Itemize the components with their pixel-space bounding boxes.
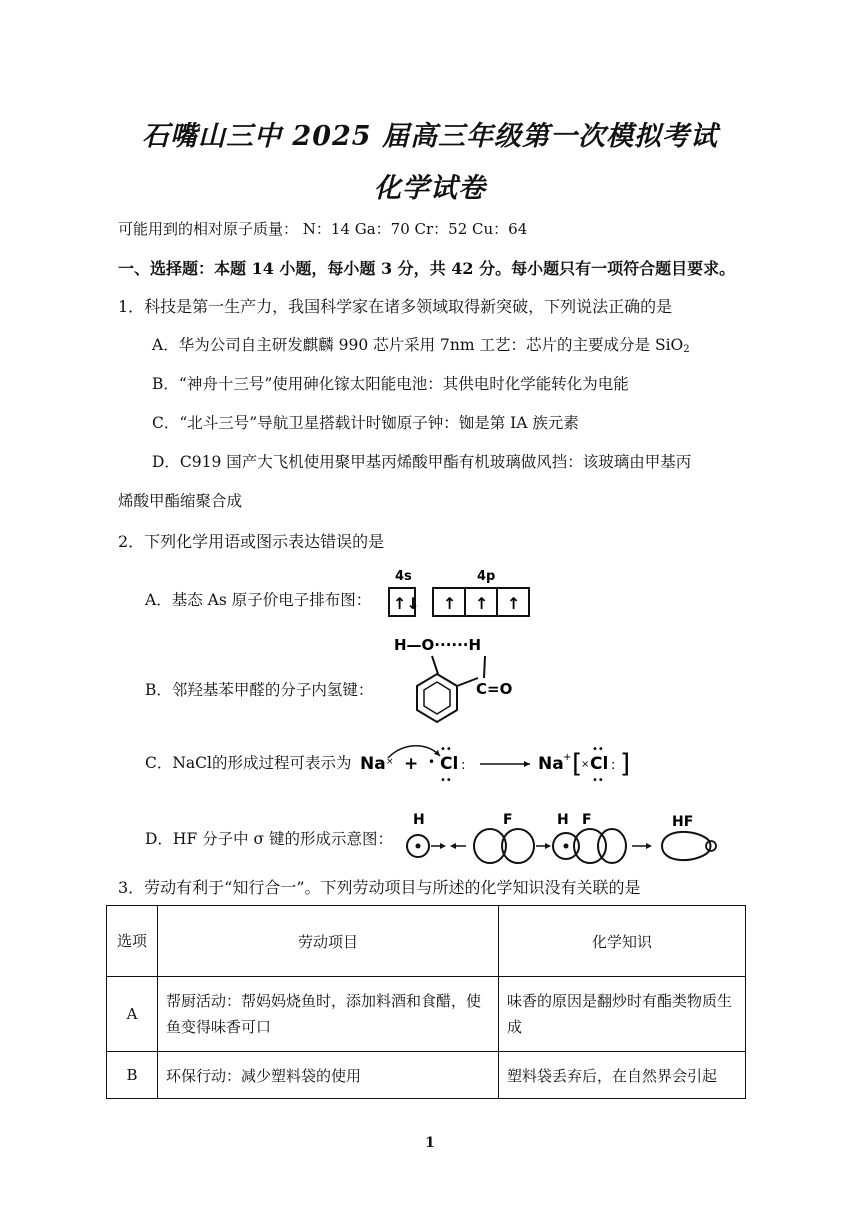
- page-number: 1: [425, 1135, 435, 1151]
- svg-text:Na: Na: [538, 754, 564, 774]
- q2-option-a: A．基态 As 原子价电子排布图：: [145, 591, 372, 609]
- f-label: F: [503, 812, 513, 828]
- svg-text:Cl: Cl: [440, 754, 459, 774]
- q3-table: [106, 905, 746, 1099]
- svg-text::: :: [611, 758, 616, 773]
- arrow-up-icon: ↑: [507, 594, 521, 613]
- h-label: H: [413, 812, 425, 828]
- arrow-up-icon: ↑: [475, 594, 489, 613]
- q2-option-d: D．HF 分子中 σ 键的形成示意图：: [145, 830, 394, 848]
- header-chem-knowledge: 化学知识: [499, 906, 746, 977]
- svg-text:••: ••: [440, 744, 452, 755]
- hf-label: HF: [672, 814, 694, 830]
- svg-text:+: +: [563, 752, 572, 763]
- q1-option-a-subscript: 2: [683, 344, 690, 355]
- exam-title: 石嘴山三中 2025 届高三年级第一次模拟考试: [142, 121, 718, 152]
- svg-text:+: +: [404, 754, 419, 774]
- row-b-knowledge: 塑料袋丢弃后，在自然界会引起: [499, 1052, 746, 1099]
- row-b-option: B: [107, 1052, 158, 1099]
- row-b-labor: 环保行动：减少塑料袋的使用: [158, 1052, 499, 1099]
- section-heading: 一、选择题：本题 14 小题，每小题 3 分，共 42 分。每小题只有一项符合题目要求。: [118, 259, 736, 278]
- arrow-up-icon: ↑: [443, 594, 457, 613]
- orbital-diagram: [385, 566, 535, 622]
- salicylaldehyde-structure: [392, 630, 542, 740]
- hf-sigma-bond-diagram: [400, 808, 740, 868]
- svg-text:Na: Na: [360, 754, 386, 774]
- table-header-row: [107, 906, 746, 977]
- header-option: 选项: [107, 906, 158, 977]
- svg-text::: :: [461, 758, 466, 773]
- header-labor-item: 劳动项目: [158, 906, 499, 977]
- svg-text:Cl: Cl: [590, 754, 609, 774]
- svg-text:[: [: [572, 749, 583, 779]
- q2-stem: 2．下列化学用语或图示表达错误的是: [118, 532, 385, 551]
- svg-text:••: ••: [592, 775, 604, 786]
- svg-text:•: •: [428, 755, 436, 769]
- q1-option-a-text: A．华为公司自主研发麒麟 990 芯片采用 7nm 工艺：芯片的主要成分是 SiO: [152, 336, 684, 354]
- q3-stem: 3．劳动有利于“知行合一”。下列劳动项目与所述的化学知识没有关联的是: [118, 878, 641, 897]
- row-a-knowledge: 味香的原因是翻炒时有酯类物质生成: [499, 977, 746, 1052]
- q1-option-d-line2: 烯酸甲酯缩聚合成: [118, 492, 243, 510]
- exam-subtitle: 化学试卷: [374, 173, 486, 204]
- q1-stem: 1．科技是第一生产力，我国科学家在诸多领域取得新突破，下列说法正确的是: [118, 297, 673, 316]
- f2-label: F: [582, 812, 592, 828]
- svg-text:×: ×: [386, 757, 394, 767]
- row-a-labor: 帮厨活动：帮妈妈烧鱼时，添加料酒和食醋，使鱼变得味香可口: [158, 977, 499, 1052]
- q1-option-a: [152, 333, 690, 355]
- svg-text:×: ×: [581, 759, 590, 770]
- table-row: [107, 977, 746, 1052]
- q1-option-c: C．“北斗三号”导航卫星搭载计时铷原子钟：铷是第 IA 族元素: [152, 414, 579, 432]
- arrow-up-down-icon: ↑↓: [393, 594, 420, 613]
- svg-text:••: ••: [440, 775, 452, 786]
- atomic-masses: 可能用到的相对原子质量： N：14 Ga：70 Cr：52 Cu：64: [118, 220, 528, 238]
- svg-text:••: ••: [592, 744, 604, 755]
- carbonyl-label: C=O: [476, 680, 513, 698]
- svg-text:]: ]: [620, 749, 631, 779]
- q1-option-d-line1: D．C919 国产大飞机使用聚甲基丙烯酸甲酯有机玻璃做风挡：该玻璃由甲基丙: [152, 453, 692, 471]
- table-row: [107, 1052, 746, 1099]
- hydrogen-bond-label: H—O······H: [394, 636, 482, 654]
- q1-option-b: B．“神舟十三号”使用砷化镓太阳能电池：其供电时化学能转化为电能: [152, 375, 629, 393]
- nacl-formation-diagram: [358, 738, 648, 788]
- row-a-option: A: [107, 977, 158, 1052]
- label-4p: 4p: [477, 569, 496, 584]
- h2-label: H: [557, 812, 569, 828]
- label-4s: 4s: [395, 569, 412, 584]
- q2-option-c: C．NaCl的形成过程可表示为: [145, 754, 352, 772]
- q2-option-b: B．邻羟基苯甲醛的分子内氢键：: [145, 681, 374, 699]
